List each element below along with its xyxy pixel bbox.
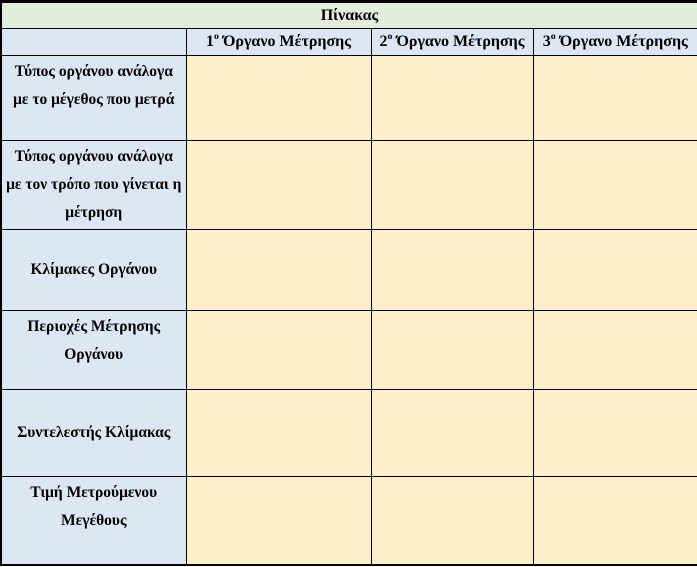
answer-cell-r1-c2[interactable]: [371, 56, 533, 141]
column-2-number: 2: [379, 33, 388, 50]
answer-cell-r4-c1[interactable]: [186, 311, 371, 390]
column-header-2: [371, 29, 533, 56]
column-3-number: 3: [542, 33, 551, 50]
table-row: [1, 390, 697, 477]
answer-cell-r5-c1[interactable]: [186, 390, 371, 477]
column-header-3: [533, 29, 697, 56]
answer-cell-r4-c3[interactable]: [533, 311, 697, 390]
answer-cell-r1-c3[interactable]: [533, 56, 697, 141]
row-label-instrument-type-by-quantity: Τύπος οργάνου ανάλογα με το μέγεθος που μετρά: [1, 56, 186, 141]
answer-cell-r6-c2[interactable]: [371, 477, 533, 565]
column-3-ordinal: ο: [550, 30, 556, 42]
table-row: [1, 56, 697, 141]
table-title: Πίνακας: [1, 2, 697, 29]
column-3-label: Όργανο Μέτρησης: [559, 33, 688, 50]
answer-cell-r2-c3[interactable]: [533, 141, 697, 230]
answer-cell-r1-c1[interactable]: [186, 56, 371, 141]
column-2-ordinal: ο: [387, 30, 393, 42]
answer-cell-r3-c3[interactable]: [533, 230, 697, 311]
table-row: [1, 477, 697, 565]
answer-cell-r6-c3[interactable]: [533, 477, 697, 565]
row-label-instrument-scales: Κλίμακες Οργάνου: [1, 230, 186, 311]
answer-cell-r2-c2[interactable]: [371, 141, 533, 230]
table-row: [1, 311, 697, 390]
column-header-1: [186, 29, 371, 56]
row-label-scale-factor: Συντελεστής Κλίμακας: [1, 390, 186, 477]
column-header-row: [1, 29, 697, 56]
table-row: [1, 230, 697, 311]
answer-cell-r5-c3[interactable]: [533, 390, 697, 477]
answer-cell-r3-c2[interactable]: [371, 230, 533, 311]
row-label-instrument-type-by-method: Τύπος οργάνου ανάλογα με τον τρόπο που γίνεται η μέτρηση: [1, 141, 186, 230]
answer-cell-r6-c1[interactable]: [186, 477, 371, 565]
column-1-label: Όργανο Μέτρησης: [222, 33, 352, 50]
answer-cell-r4-c2[interactable]: [371, 311, 533, 390]
corner-cell: [1, 29, 186, 56]
table-row: [1, 141, 697, 230]
column-1-number: 1: [205, 33, 214, 50]
row-label-measurement-ranges: Περιοχές Μέτρησης Οργάνου: [1, 311, 186, 390]
answer-cell-r2-c1[interactable]: [186, 141, 371, 230]
answer-cell-r5-c2[interactable]: [371, 390, 533, 477]
column-2-label: Όργανο Μέτρησης: [396, 33, 525, 50]
row-label-measured-value: Τιμή Μετρούμενου Μεγέθους: [1, 477, 186, 565]
answer-cell-r3-c1[interactable]: [186, 230, 371, 311]
column-1-ordinal: ο: [213, 30, 219, 42]
table-title-row: [1, 2, 697, 29]
